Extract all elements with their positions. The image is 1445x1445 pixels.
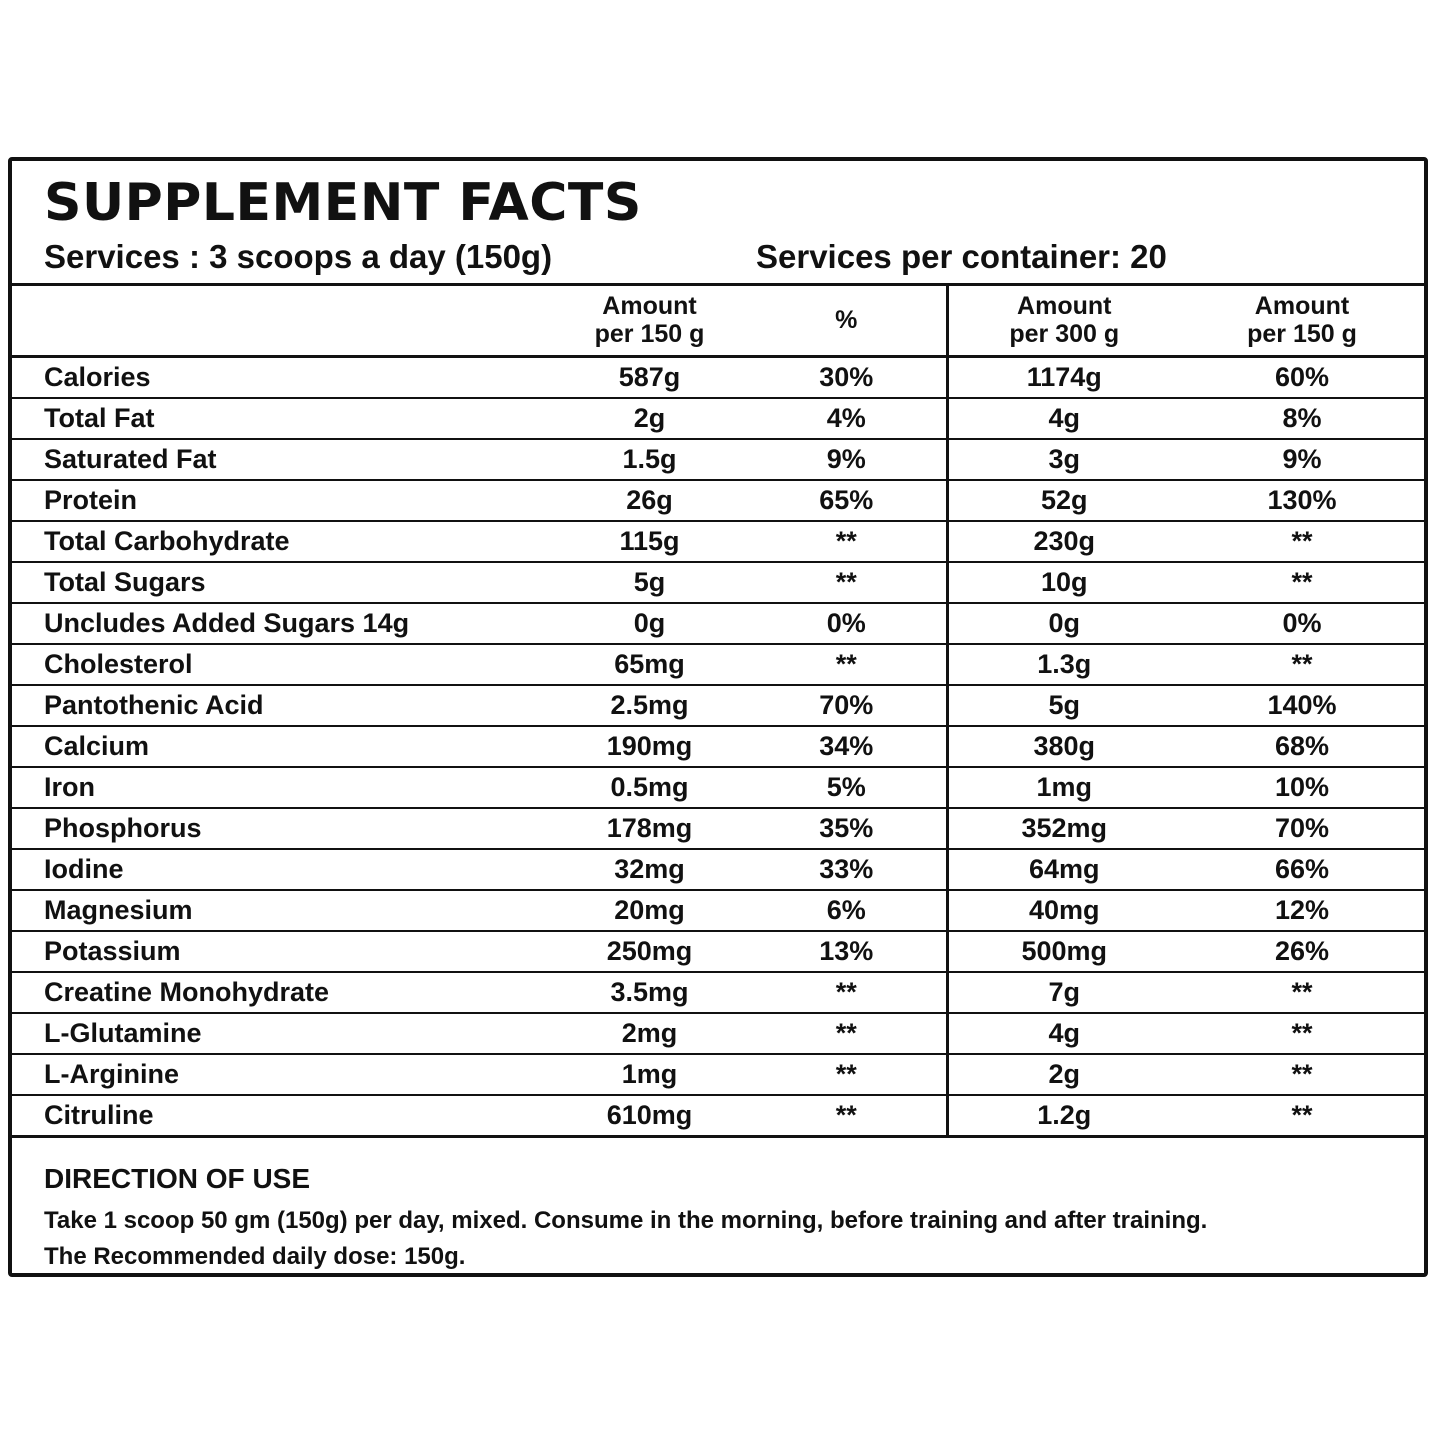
nutrient-name: Calcium: [12, 726, 552, 767]
table-row: [12, 767, 1424, 808]
table-row: [12, 603, 1424, 644]
column-header-amount-150-b: Amount per 150 g: [1180, 285, 1424, 357]
percent-value: 4%: [747, 398, 947, 439]
table-row: [12, 726, 1424, 767]
amount-per-150g: 1mg: [552, 1054, 747, 1095]
nutrient-name: Creatine Monohydrate: [12, 972, 552, 1013]
percent-value: 34%: [747, 726, 947, 767]
amount-per-300g: 3g: [947, 439, 1180, 480]
amount-per-300g: 52g: [947, 480, 1180, 521]
amount-per-300g: 1.2g: [947, 1095, 1180, 1137]
table-row: [12, 931, 1424, 972]
nutrient-name: Total Carbohydrate: [12, 521, 552, 562]
table-row: [12, 685, 1424, 726]
amount-per-300g: 380g: [947, 726, 1180, 767]
table-row: [12, 1054, 1424, 1095]
amount-per-300g: 10g: [947, 562, 1180, 603]
amount-per-300g: 0g: [947, 603, 1180, 644]
percent-value: **: [747, 562, 947, 603]
percent-value: 9%: [747, 439, 947, 480]
nutrient-name: Calories: [12, 357, 552, 399]
nutrient-name: Pantothenic Acid: [12, 685, 552, 726]
table-row: [12, 1013, 1424, 1054]
percent-value-300: 66%: [1180, 849, 1424, 890]
percent-value: 13%: [747, 931, 947, 972]
percent-value: 33%: [747, 849, 947, 890]
amount-per-150g: 250mg: [552, 931, 747, 972]
amount-per-150g: 1.5g: [552, 439, 747, 480]
percent-value-300: 60%: [1180, 357, 1424, 399]
table-row: [12, 357, 1424, 399]
amount-per-150g: 2mg: [552, 1013, 747, 1054]
amount-per-150g: 3.5mg: [552, 972, 747, 1013]
nutrient-name: Magnesium: [12, 890, 552, 931]
percent-value: **: [747, 1095, 947, 1137]
column-header-nutrient: [12, 285, 552, 357]
percent-value: 35%: [747, 808, 947, 849]
nutrient-name: L-Arginine: [12, 1054, 552, 1095]
amount-per-150g: 20mg: [552, 890, 747, 931]
amount-per-300g: 4g: [947, 1013, 1180, 1054]
table-row: [12, 480, 1424, 521]
percent-value-300: **: [1180, 972, 1424, 1013]
amount-per-150g: 65mg: [552, 644, 747, 685]
percent-value-300: 9%: [1180, 439, 1424, 480]
table-row: [12, 439, 1424, 480]
amount-per-150g: 0.5mg: [552, 767, 747, 808]
nutrient-name: L-Glutamine: [12, 1013, 552, 1054]
percent-value-300: 12%: [1180, 890, 1424, 931]
amount-per-150g: 2.5mg: [552, 685, 747, 726]
percent-value-300: 140%: [1180, 685, 1424, 726]
nutrient-name: Total Fat: [12, 398, 552, 439]
percent-value-300: 130%: [1180, 480, 1424, 521]
amount-per-300g: 230g: [947, 521, 1180, 562]
percent-value: 70%: [747, 685, 947, 726]
percent-value-300: **: [1180, 644, 1424, 685]
percent-value-300: 0%: [1180, 603, 1424, 644]
column-header-amount-150: Amount per 150 g: [552, 285, 747, 357]
table-row: [12, 521, 1424, 562]
table-row: [12, 972, 1424, 1013]
amount-per-300g: 40mg: [947, 890, 1180, 931]
amount-per-300g: 1.3g: [947, 644, 1180, 685]
nutrient-name: Total Sugars: [12, 562, 552, 603]
amount-per-300g: 1mg: [947, 767, 1180, 808]
percent-value-300: **: [1180, 562, 1424, 603]
amount-per-150g: 0g: [552, 603, 747, 644]
percent-value: 30%: [747, 357, 947, 399]
nutrient-name: Cholesterol: [12, 644, 552, 685]
percent-value: **: [747, 521, 947, 562]
amount-per-300g: 5g: [947, 685, 1180, 726]
servings-per-container: Services per container: 20: [756, 238, 1167, 275]
supplement-facts-panel: [8, 157, 1428, 1277]
table-body: [12, 357, 1424, 1137]
percent-value: 5%: [747, 767, 947, 808]
amount-per-300g: 352mg: [947, 808, 1180, 849]
direction-of-use: [44, 1161, 1207, 1275]
amount-per-300g: 64mg: [947, 849, 1180, 890]
amount-per-300g: 4g: [947, 398, 1180, 439]
table-row: [12, 398, 1424, 439]
percent-value-300: 10%: [1180, 767, 1424, 808]
serving-size: Services : 3 scoops a day (150g): [44, 238, 553, 275]
amount-per-150g: 115g: [552, 521, 747, 562]
percent-value-300: **: [1180, 1054, 1424, 1095]
percent-value-300: 68%: [1180, 726, 1424, 767]
percent-value-300: 70%: [1180, 808, 1424, 849]
amount-per-150g: 5g: [552, 562, 747, 603]
percent-value: **: [747, 972, 947, 1013]
amount-per-150g: 26g: [552, 480, 747, 521]
percent-value-300: **: [1180, 521, 1424, 562]
nutrient-name: Protein: [12, 480, 552, 521]
amount-per-150g: 587g: [552, 357, 747, 399]
column-header-amount-300: Amount per 300 g: [947, 285, 1180, 357]
table-row: [12, 808, 1424, 849]
nutrient-name: Saturated Fat: [12, 439, 552, 480]
amount-per-300g: 1174g: [947, 357, 1180, 399]
percent-value-300: 26%: [1180, 931, 1424, 972]
direction-title: DIRECTION OF USE: [44, 1163, 311, 1194]
amount-per-300g: 2g: [947, 1054, 1180, 1095]
percent-value-300: **: [1180, 1095, 1424, 1137]
facts-table: [12, 285, 1424, 1138]
amount-per-150g: 178mg: [552, 808, 747, 849]
amount-per-300g: 7g: [947, 972, 1180, 1013]
nutrient-name: Iodine: [12, 849, 552, 890]
nutrient-name: Potassium: [12, 931, 552, 972]
percent-value: **: [747, 644, 947, 685]
amount-per-300g: 500mg: [947, 931, 1180, 972]
table-header-row: [12, 285, 1424, 357]
nutrient-name: Citruline: [12, 1095, 552, 1137]
percent-value: 0%: [747, 603, 947, 644]
nutrient-name: Iron: [12, 767, 552, 808]
table-row: [12, 849, 1424, 890]
percent-value: **: [747, 1013, 947, 1054]
table-row: [12, 1095, 1424, 1137]
direction-line-2: The Recommended daily dose: 150g.: [44, 1243, 466, 1270]
direction-line-1: Take 1 scoop 50 gm (150g) per day, mixed. Consume in the morning, before training and after training.: [44, 1207, 1208, 1234]
percent-value-300: **: [1180, 1013, 1424, 1054]
percent-value: 6%: [747, 890, 947, 931]
nutrient-name: Uncludes Added Sugars 14g: [12, 603, 552, 644]
amount-per-150g: 610mg: [552, 1095, 747, 1137]
percent-value: 65%: [747, 480, 947, 521]
table-row: [12, 890, 1424, 931]
amount-per-150g: 190mg: [552, 726, 747, 767]
page-title: SUPPLEMENT FACTS: [44, 173, 642, 233]
percent-value-300: 8%: [1180, 398, 1424, 439]
amount-per-150g: 32mg: [552, 849, 747, 890]
amount-per-150g: 2g: [552, 398, 747, 439]
percent-value: **: [747, 1054, 947, 1095]
table-row: [12, 644, 1424, 685]
column-header-percent: %: [747, 285, 947, 357]
nutrient-name: Phosphorus: [12, 808, 552, 849]
table-row: [12, 562, 1424, 603]
